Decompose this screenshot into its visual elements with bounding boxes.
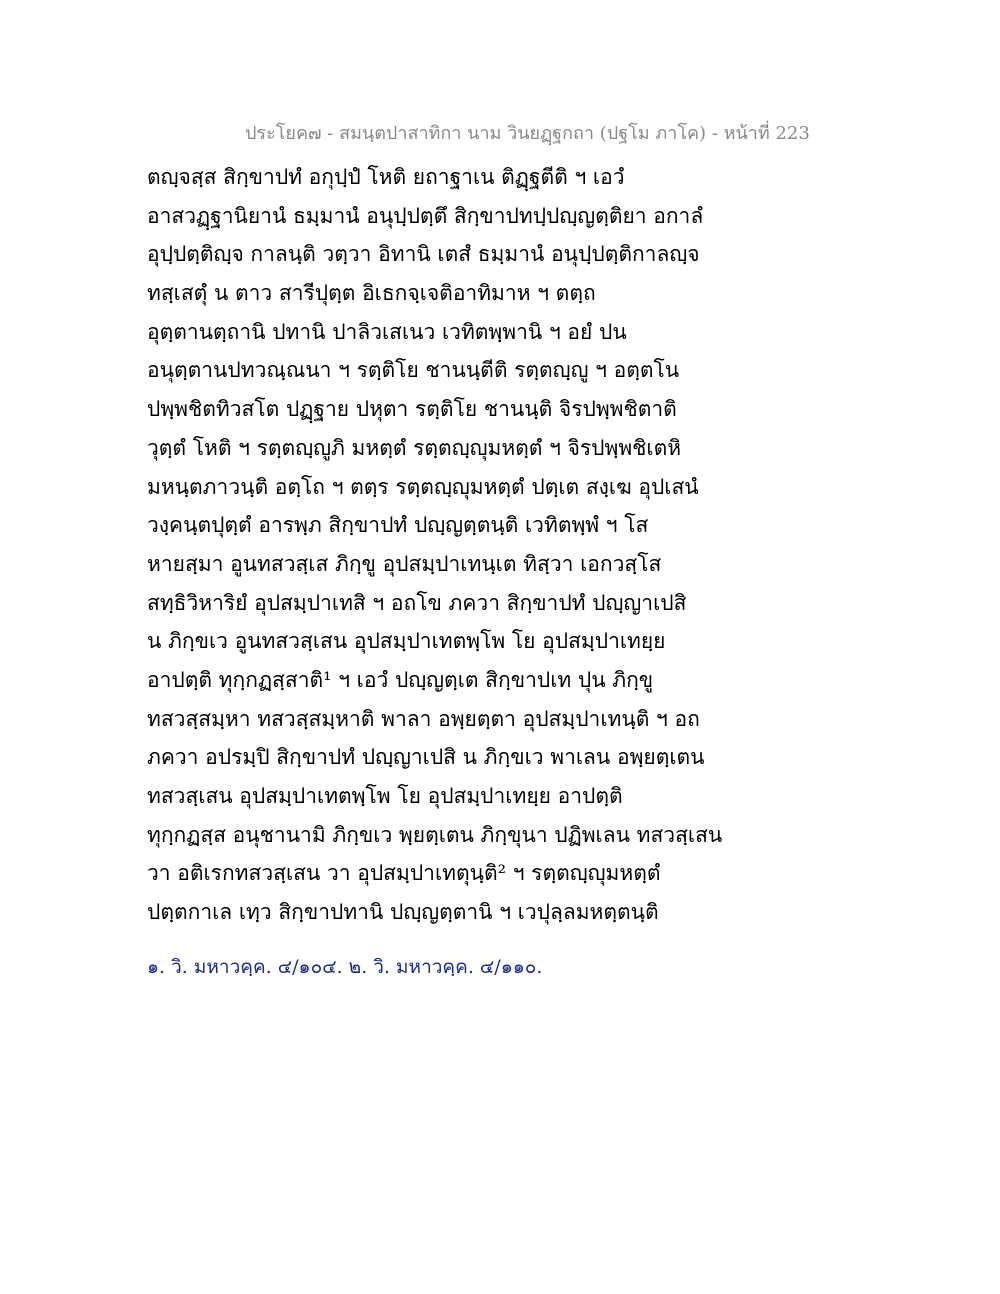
text-line: ปตฺตกาเล เทฺว สิกฺขาปทานิ ปญฺญตฺตานิ ฯ เวปุลฺลมหตฺตนฺติ xyxy=(147,900,659,925)
text-line: อาสวฏฺฐานิยานํ ธมฺมานํ อนุปฺปตฺตึ สิกฺขาปทปฺปญฺญตฺติยา อกาลํ xyxy=(147,203,704,228)
page-header: ประโยค๗ - สมนฺตปาสาทิกา นาม วินยฏฺฐกถา (ปฐโม ภาโค) - หน้าที่ 223 xyxy=(245,123,810,144)
text-line: อาปตฺติ ทุกฺกฏสฺสาติ¹ ฯ เอวํ ปญฺญตฺเต สิกฺขาปเท ปุน ภิกฺขู xyxy=(147,667,654,692)
text-line: มหนฺตภาวนฺติ อตฺโถ ฯ ตตฺร รตฺตญฺญุมหตฺตํ ปตฺเต สงฺเฆ อุปเสนํ xyxy=(147,474,699,499)
text-line: ทสวสฺสมฺหา ทสวสฺสมฺหาติ พาลา อพฺยตฺตา อุปสมฺปาเทนฺติ ฯ อถ xyxy=(147,706,700,731)
text-line: สทฺธิวิหาริยํ อุปสมฺปาเทสิ ฯ อถโข ภควา สิกฺขาปทํ ปญฺญาเปสิ xyxy=(147,590,687,615)
text-line: น ภิกฺขเว อูนทสวสฺเสน อุปสมฺปาเทตพฺโพ โย อุปสมฺปาเทยฺย xyxy=(147,629,666,654)
text-line: ทสฺเสตุํ น ตาว สารีปุตฺต อิเธกจฺเจติอาทิมาห ฯ ตตฺถ xyxy=(147,281,596,306)
text-line: ปพฺพชิตทิวสโต ปฏฺฐาย ปหุตา รตฺติโย ชานนฺติ จิรปพฺพชิตาติ xyxy=(147,397,677,422)
text-line: ทสวสฺเสน อุปสมฺปาเทตพฺโพ โย อุปสมฺปาเทยฺย อาปตฺติ xyxy=(147,784,623,808)
text-line: หายสฺมา อูนทสวสฺเส ภิกฺขู อุปสมฺปาเทนฺเต ทิสฺวา เอกวสฺโส xyxy=(147,551,662,576)
text-line: อนุตฺตานปทวณฺณนา ฯ รตฺติโย ชานนฺตีติ รตฺตญฺญู ฯ อตฺตโน xyxy=(147,358,680,383)
text-line: วุตฺตํ โหติ ฯ รตฺตญฺญูภิ มหตฺตํ รตฺตญฺญุมหตฺตํ ฯ จิรปพฺพชิเตหิ xyxy=(147,435,682,460)
body-text xyxy=(147,158,723,932)
text-line: ภควา อปรมฺปิ สิกฺขาปทํ ปญฺญาเปสิ น ภิกฺขเว พาเลน อพฺยตฺเตน xyxy=(147,745,705,770)
text-line: อุตฺตานตฺถานิ ปทานิ ปาลิวเสเนว เวทิตพฺพานิ ฯ อยํ ปน xyxy=(147,319,627,344)
text-line: ตญฺจสฺส สิกฺขาปทํ อกุปฺปํ โหติ ยถาฐาเน ติฏฺฐตีติ ฯ เอวํ xyxy=(147,165,625,189)
text-line: อุปฺปตฺติญฺจ กาลนฺติ วตฺวา อิทานิ เตสํ ธมฺมานํ อนุปฺปตฺติกาลญฺจ xyxy=(147,242,700,267)
text-line: ทุกฺกฏสฺส อนุชานามิ ภิกฺขเว พฺยตฺเตน ภิกฺขุนา ปฏิพเลน ทสวสฺเสน xyxy=(147,822,723,847)
text-line: วงฺคนฺตปุตฺตํ อารพฺภ สิกฺขาปทํ ปญฺญตฺตนฺติ เวทิตพฺพํ ฯ โส xyxy=(147,513,649,538)
footnote: ๑. วิ. มหาวคฺค. ๔/๑๐๔. ๒. วิ. มหาวคฺค. ๔/๑๑๐. xyxy=(147,956,543,978)
text-line: วา อติเรกทสวสฺเสน วา อุปสมฺปาเทตุนฺติ² ฯ รตฺตญฺญุมหตฺตํ xyxy=(147,861,661,886)
